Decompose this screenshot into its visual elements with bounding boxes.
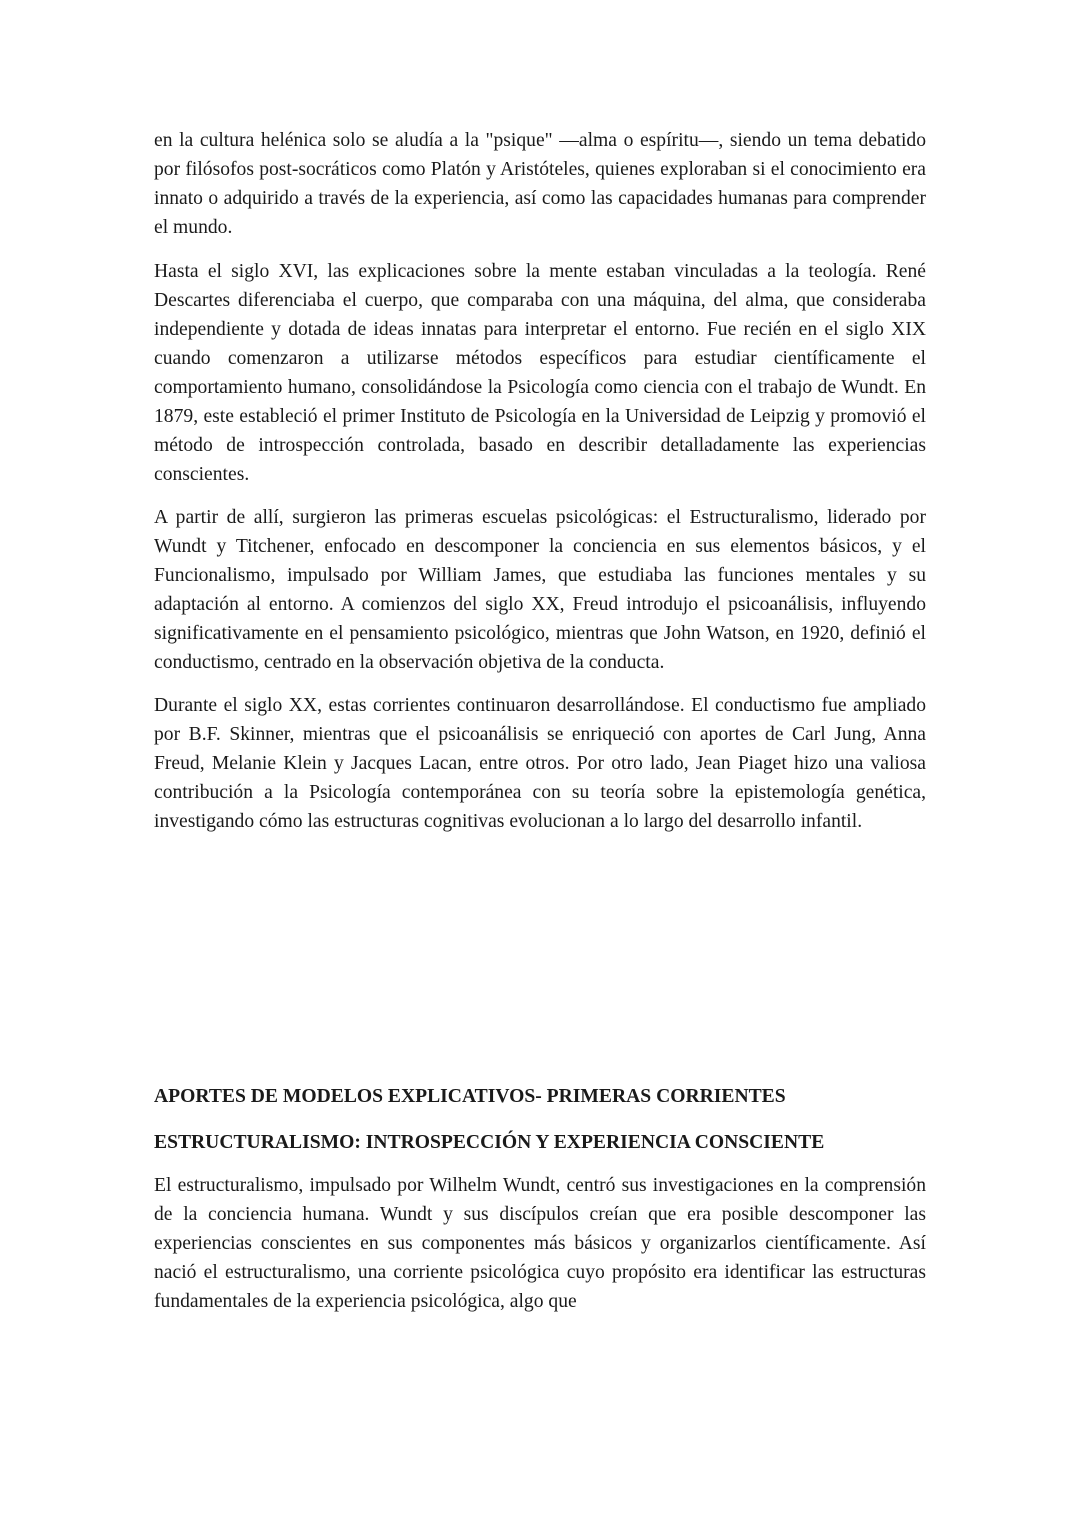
paragraph-siglo-xx: Durante el siglo XX, estas corrientes continuaron desarrollándose. El conductismo fue ampliado por B.F. Skinner, mientras que el psicoanálisis se enriqueció con aportes de Carl Jung, Anna Freud, Melanie Klein y Jacques Lacan, entre otros. Por otro lado, Jean Piaget hizo una valiosa contribución a la Psicología contemporánea con su teoría sobre la epistemología genética, investigando cómo las estructuras cognitivas evolucionan a lo largo del desarrollo infantil. [154, 695, 926, 832]
document-page [154, 126, 926, 1330]
blank-space [154, 850, 926, 1082]
paragraph-descartes-wundt: Hasta el siglo XVI, las explicaciones sobre la mente estaban vinculadas a la teología. René Descartes diferenciaba el cuerpo, que comparaba con una máquina, del alma, que consideraba independiente y dotada de ideas innatas para interpretar el entorno. Fue recién en el siglo XIX cuando comenzaron a utilizarse métodos específicos para estudiar científicamente el comportamiento humano, consolidándose la Psicología como ciencia con el trabajo de Wundt. En 1879, este estableció el primer Instituto de Psicología en la Universidad de Leipzig y promovió el método de introspección controlada, basado en describir detalladamente las experiencias conscientes. [154, 261, 926, 485]
section-subheading: ESTRUCTURALISMO: INTROSPECCIÓN Y EXPERIENCIA CONSCIENTE [154, 1132, 825, 1153]
paragraph-estructuralismo: El estructuralismo, impulsado por Wilhelm Wundt, centró sus investigaciones en la comprensión de la conciencia humana. Wundt y sus discípulos creían que era posible descomponer las experiencias conscientes en sus componentes más básicos y organizarlos científicamente. Así nació el estructuralismo, una corriente psicológica cuyo propósito era identificar las estructuras fundamentales de la experiencia psicológica, algo que [154, 1175, 926, 1312]
paragraph-primeras-escuelas: A partir de allí, surgieron las primeras escuelas psicológicas: el Estructuralismo, liderado por Wundt y Titchener, enfocado en descomponer la conciencia en sus elementos básicos, y el Funcionalismo, impulsado por William James, que estudiaba las funciones mentales y su adaptación al entorno. A comienzos del siglo XX, Freud introdujo el psicoanálisis, influyendo significativamente en el pensamiento psicológico, mientras que John Watson, en 1920, definió el conductismo, centrado en la observación objetiva de la conducta. [154, 507, 926, 673]
section-heading: APORTES DE MODELOS EXPLICATIVOS- PRIMERAS CORRIENTES [154, 1086, 786, 1107]
paragraph-psique: en la cultura helénica solo se aludía a la "psique" —alma o espíritu—, siendo un tema debatido por filósofos post-socráticos como Platón y Aristóteles, quienes exploraban si el conocimiento era innato o adquirido a través de la experiencia, así como las capacidades humanas para comprender el mundo. [154, 130, 926, 238]
